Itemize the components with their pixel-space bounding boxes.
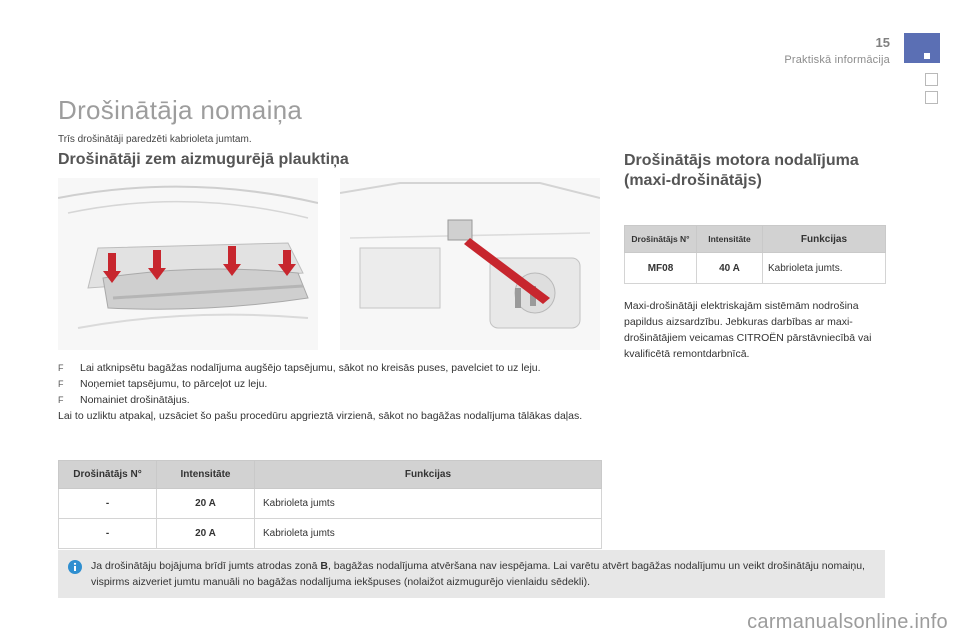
fuse-intensity: 20 A	[157, 519, 255, 549]
instruction-text: Lai atknipsētu bagāžas nodalījuma augšējo tapsējumu, sākot no kreisās puses, pavelciet to uz leju.	[80, 362, 541, 374]
note-text-part: Ja drošinātāju bojājuma brīdī jumts atrodas zonā	[91, 560, 321, 572]
info-note	[58, 550, 885, 598]
instruction-step	[58, 360, 603, 376]
zone-label: B	[320, 560, 328, 572]
rear-shelf-illustration	[58, 178, 318, 350]
bullet-icon: F	[58, 363, 64, 373]
instruction-text: Noņemiet tapsējumu, to pārceļot uz leju.	[80, 378, 268, 390]
table-row	[59, 489, 602, 519]
note-text-part: , bagāžas nodalījuma atvēršana nav iespējama. Lai varētu atvērt bagāžas nodalījumu un veikt drošinātāju nomaiņu, vispirms aizveriet jumtu manuāli no bagāžas nodalījuma iekšpuses (nolaižot aizmugurējo vienlaidu sēdekli).	[91, 560, 865, 588]
table-row	[625, 253, 886, 284]
column-header: Intensitāte	[157, 461, 255, 489]
maxi-fuse-description: Maxi-drošinātāji elektriskajām sistēmām nodrošina papildus aizsardzību. Jebkuras darbības ar maxi-drošinātājiem veicamas CITROËN pārstāvniecībā vai kvalificētā remontdarbnīcā.	[624, 300, 872, 360]
page-number: 15	[875, 35, 890, 50]
column-header: Drošinātājs N°	[625, 226, 697, 253]
instruction-step	[58, 392, 603, 408]
column-header: Funkcijas	[255, 461, 602, 489]
chapter-tab[interactable]	[925, 91, 938, 104]
fuse-number: -	[59, 489, 157, 519]
fuse-number: -	[59, 519, 157, 549]
column-header: Funkcijas	[763, 226, 886, 253]
instruction-step	[58, 376, 603, 392]
engine-fuse-heading: Drošinātājs motora nodalījuma (maxi-drošinātājs)	[624, 152, 859, 189]
fuse-intensity: 20 A	[157, 489, 255, 519]
column-header: Drošinātājs N°	[59, 461, 157, 489]
maxi-fuse-table	[624, 225, 886, 284]
column-header: Intensitāte	[697, 226, 763, 253]
engine-compartment-illustration	[340, 178, 600, 350]
table-header-row	[625, 226, 886, 253]
engine-compartment-drawing	[340, 178, 600, 350]
instruction-text: Nomainiet drošinātājus.	[80, 394, 190, 406]
bullet-icon: F	[58, 379, 64, 389]
page-subtitle: Trīs drošinātāji paredzēti kabrioleta jumtam.	[58, 134, 252, 145]
page-title: Drošinātāja nomaiņa	[58, 95, 303, 125]
rear-shelf-fuses-heading: Drošinātāji zem aizmugurējā plauktiņa	[58, 151, 349, 168]
fuse-number: MF08	[625, 253, 697, 284]
fuse-function: Kabrioleta jumts	[255, 489, 602, 519]
watermark: carmanualsonline.info	[747, 611, 948, 633]
bullet-icon: F	[58, 395, 64, 405]
info-icon	[68, 560, 82, 574]
fuse-intensity: 40 A	[697, 253, 763, 284]
instructions	[58, 360, 603, 424]
table-header-row	[59, 461, 602, 489]
fuse-function: Kabrioleta jumts.	[763, 253, 886, 284]
chapter-tab[interactable]	[925, 73, 938, 86]
section-title: Praktiskā informācija	[784, 54, 890, 66]
fuse-function: Kabrioleta jumts	[255, 519, 602, 549]
table-row	[59, 519, 602, 549]
info-note-text	[91, 558, 876, 590]
reassembly-note: Lai to uzliktu atpakaļ, uzsāciet šo pašu procedūru apgrieztā virzienā, sākot no bagāžas nodalījuma tālākas daļas.	[58, 410, 583, 422]
tab-marker-icon	[924, 53, 930, 59]
chapter-tab-active[interactable]	[904, 33, 940, 63]
rear-shelf-drawing	[58, 178, 318, 350]
rear-fuse-table	[58, 460, 602, 549]
